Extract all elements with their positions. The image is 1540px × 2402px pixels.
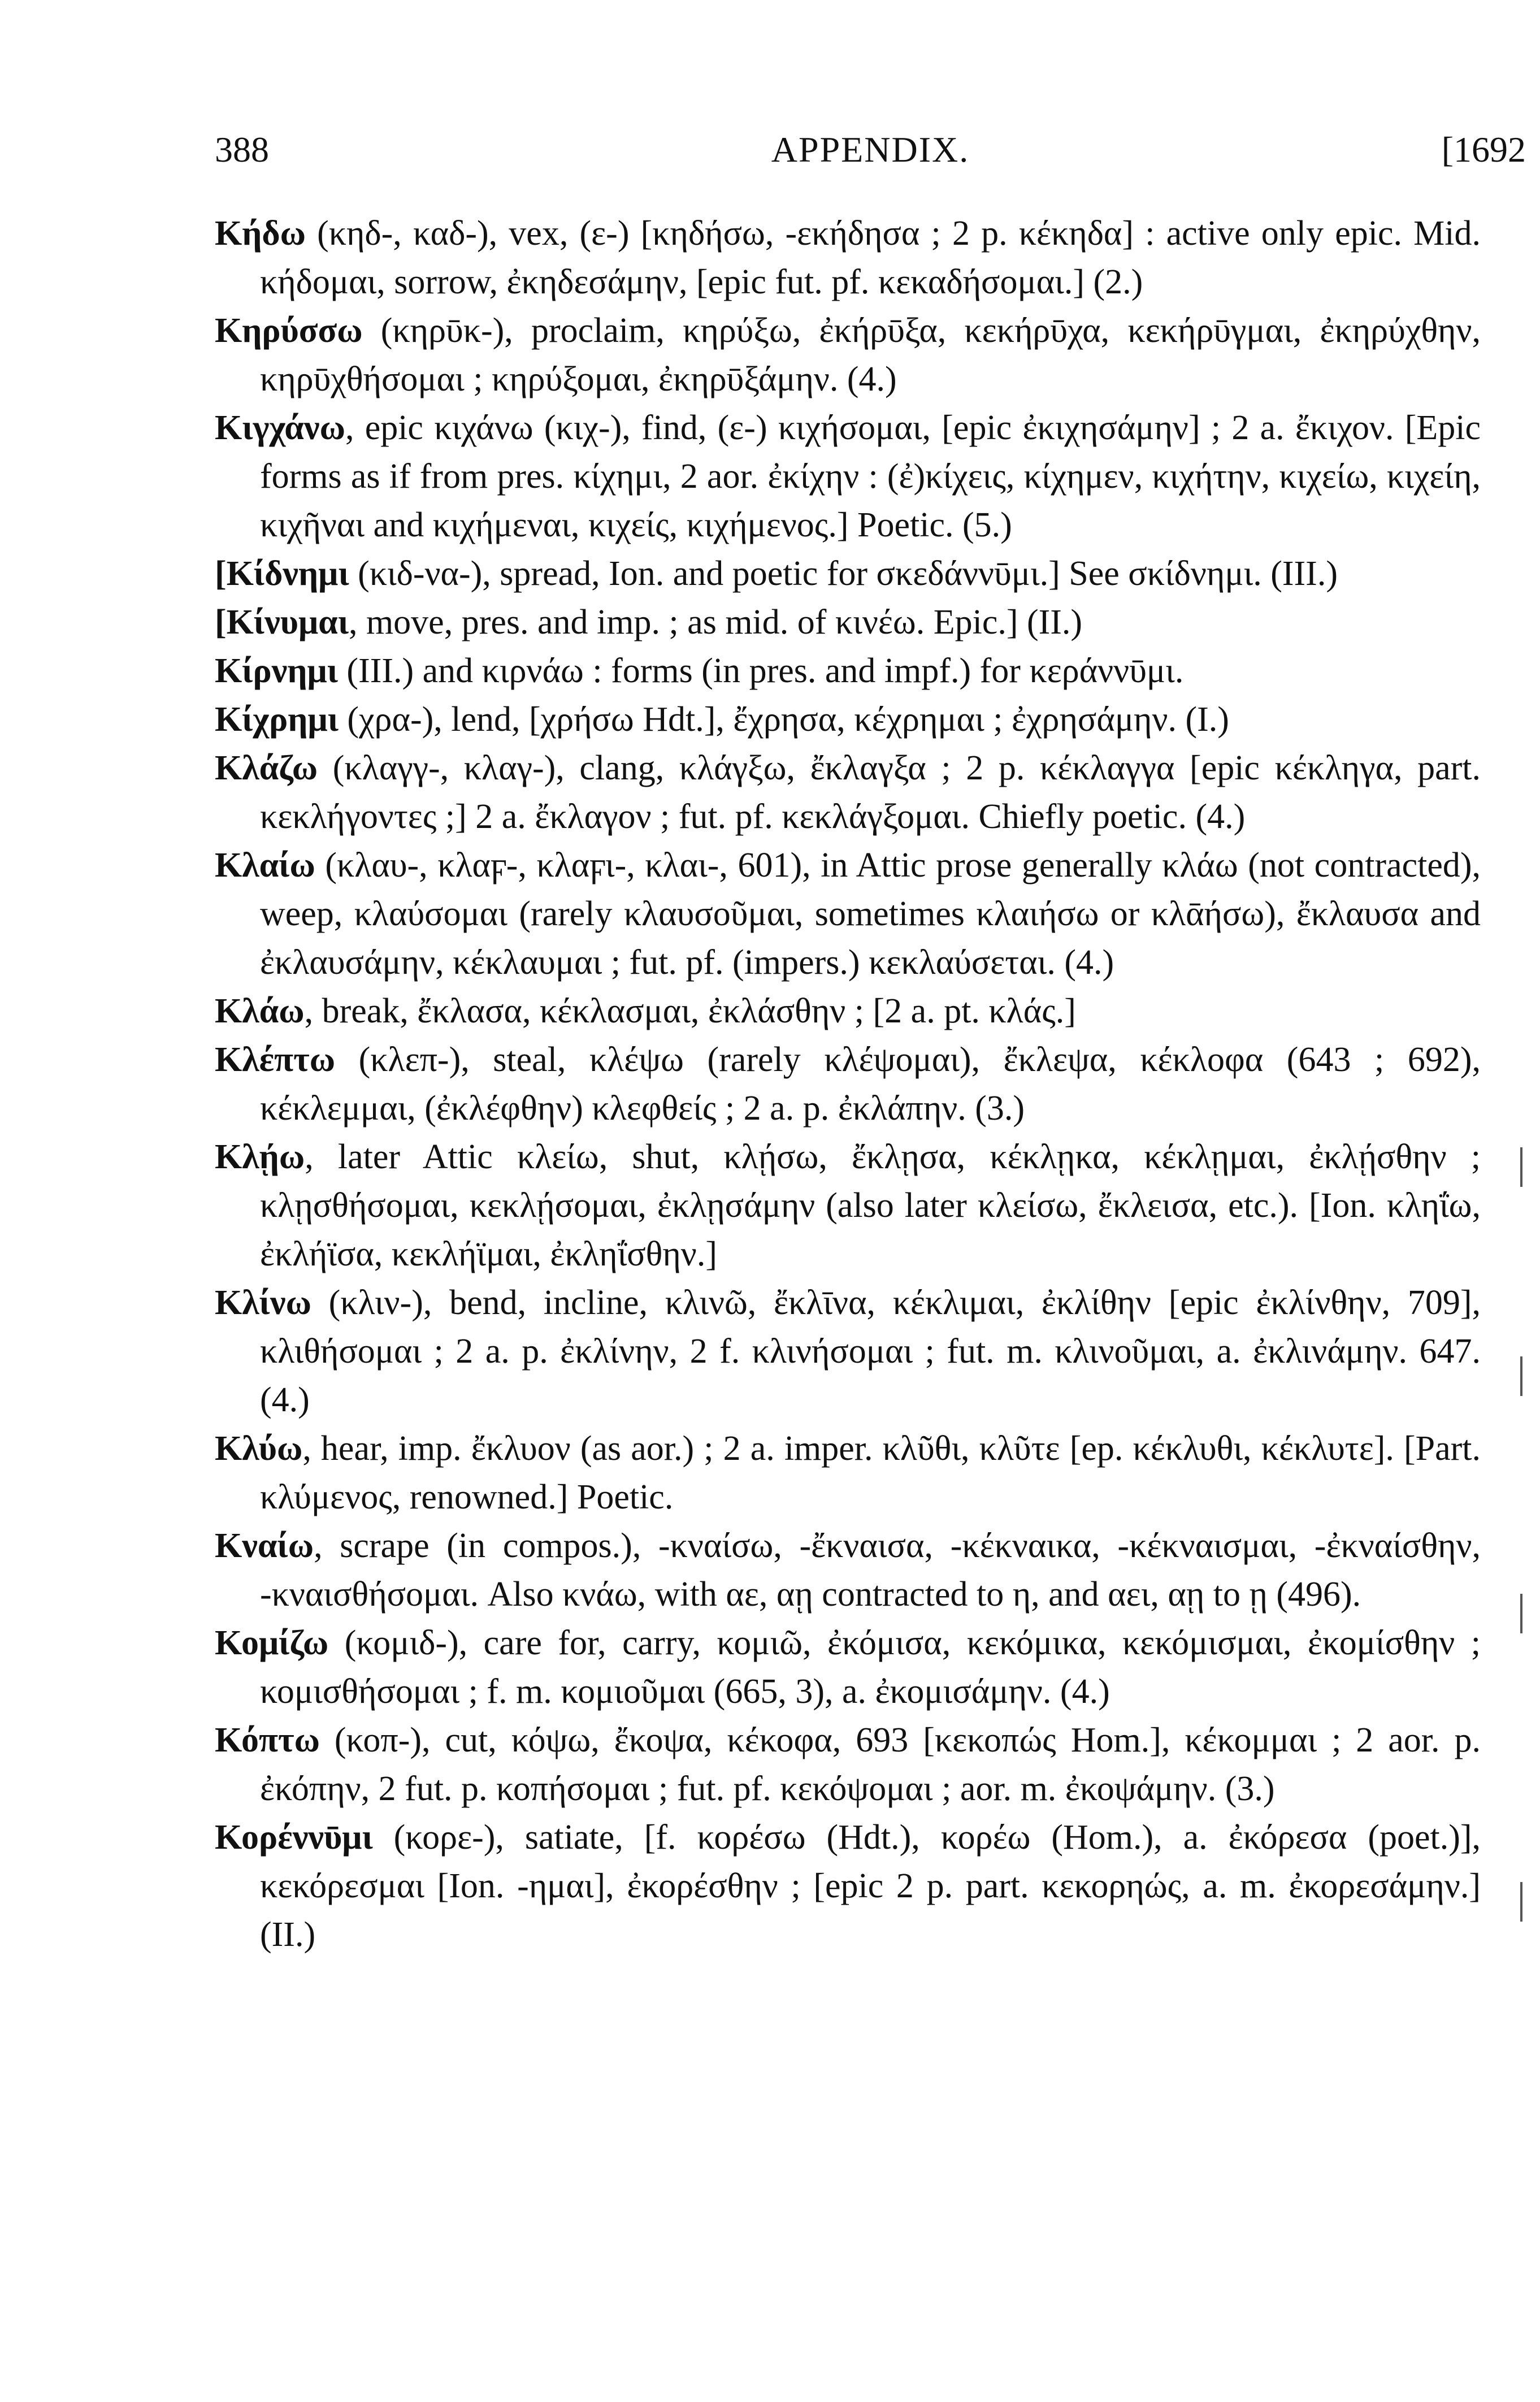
entry-text: , hear, imp. ἔκλυον (as aor.) ; 2 a. imper. κλῦθι, κλῦτε [ep. κέκλυθι, κέκλυτε]. [Part. κλύμενος, renowned.] Poetic. [260,1429,1481,1516]
entry-text: , break, ἔκλασα, κέκλασμαι, ἐκλάσθην ; [2 a. pt. κλάς.] [304,992,1076,1030]
entry-text: , epic κιχάνω (κιχ-), find, (ε-) κιχήσομαι, [epic ἐκιχησάμην] ; 2 a. ἔκιχον. [Epic forms as if from pres. κίχημι, 2 aor. ἐκίχην : (ἐ)κίχεις, κίχημεν, κιχήτην, κιχείω, κιχείη, κιχῆναι and κιχήμεναι, κιχείς, κιχήμενος.] Poetic. (5.) [260,409,1481,544]
entry-text: , move, pres. and imp. ; as mid. of κινέω. Epic.] (II.) [348,603,1083,641]
entry-headword: Κόπτω [215,1721,320,1759]
verb-entry [215,1813,1481,1959]
entry-text: (κλαυ-, κλαϝ-, κλαϝι-, κλαι-, 601), in Attic prose generally κλάω (not contracted), weep, κλαύσομαι (rarely κλαυσοῦμαι, sometimes κλαιήσω or κλᾱήσω), ἔκλαυσα and ἐκλαυσάμην, κέκλαυμαι ; fut. pf. (impers.) κεκλαύσεται. (4.) [260,846,1481,982]
verb-entry [215,549,1481,598]
entry-headword: Κίχρημι [215,700,339,739]
entry-text: (κλιν-), bend, incline, κλινῶ, ἔκλῑνα, κέκλιμαι, ἐκλίθην [epic ἐκλίνθην, 709], κλιθήσομαι ; 2 a. p. ἐκλίνην, 2 f. κλινήσομαι ; fut. m. κλινοῦμαι, a. ἐκλινάμην. 647. (4.) [260,1284,1481,1419]
entry-text: , scrape (in compos.), -κναίσω, -ἔκναισα, -κέκναικα, -κέκναισμαι, -ἐκναίσθην, -κναισθήσομαι. Also κνάω, with αε, αῃ contracted to η, and αει, αῃ to ῃ (496). [260,1527,1481,1614]
entry-headword: Κλάω [215,992,305,1030]
margin-line [1520,1594,1522,1633]
verb-entry [215,695,1481,744]
entry-headword: Κιγχάνω [215,409,345,447]
entry-headword: Κναίω [215,1527,314,1565]
entry-headword: Κλαίω [215,846,315,885]
entry-headword: Κίρνημι [215,652,338,690]
verb-list [215,209,1481,1959]
entry-text: (κοπ-), cut, κόψω, ἔκοψα, κέκοφα, 693 [κεκοπώς Hom.], κέκομμαι ; 2 aor. p. ἐκόπην, 2 fut. p. κοπήσομαι ; fut. pf. κεκόψομαι ; aor. m. ἐκοψάμην. (3.) [260,1721,1481,1808]
verb-entry [215,1133,1481,1278]
verb-entry [215,647,1481,695]
entry-text: (κορε-), satiate, [f. κορέσω (Hdt.), κορέω (Hom.), a. ἐκόρεσα (poet.)], κεκόρεσμαι [Ion. -ημαι], ἐκορέσθην ; [epic 2 p. part. κεκορηώς, a. m. ἐκορεσάμην.] (II.) [260,1818,1481,1954]
verb-entry [215,1424,1481,1521]
entry-text: , later Attic κλείω, shut, κλῄσω, ἔκλῃσα, κέκλῃκα, κέκλῃμαι, ἐκλῄσθην ; κλῃσθήσομαι, κεκλῄσομαι, ἐκλῃσάμην (also later κλείσω, ἔκλεισα, etc.). [Ion. κληΐω, ἐκλήϊσα, κεκλήϊμαι, ἐκληΐσθην.] [260,1138,1481,1273]
entry-headword: Κλῄω [215,1138,305,1176]
entry-headword: Κλύω [215,1429,303,1468]
margin-line [1520,1147,1522,1187]
entry-headword: Κλέπτω [215,1040,336,1079]
verb-entry [215,209,1481,306]
entry-text: (κλεπ-), steal, κλέψω (rarely κλέψομαι), ἔκλεψα, κέκλοφα (643 ; 692), κέκλεμμαι, (ἐκλέφθην) κλεφθείς ; 2 a. p. ἐκλάπην. (3.) [260,1040,1481,1128]
verb-entry [215,744,1481,841]
entry-headword: Κλίνω [215,1284,311,1322]
entry-text: (κιδ-να-), spread, Ion. and poetic for σκεδάννῡμι.] See σκίδνημι. (III.) [349,554,1338,593]
verb-entry [215,306,1481,404]
entry-headword: Κλάζω [215,749,318,787]
entry-text: (κηρῡκ-), proclaim, κηρύξω, ἐκήρῡξα, κεκήρῡχα, κεκήρῡγμαι, ἐκηρύχθην, κηρῡχθήσομαι ; κηρύξομαι, ἐκηρῡξάμην. (4.) [260,311,1481,398]
margin-line [1520,1356,1522,1396]
page-title: APPENDIX. [771,129,970,170]
entry-headword: [Κίδνημι [215,554,349,593]
entry-text: (κλαγγ-, κλαγ-), clang, κλάγξω, ἔκλαγξα ; 2 p. κέκλαγγα [epic κέκληγα, part. κεκλήγοντες ;] 2 a. ἔκλαγον ; fut. pf. κεκλάγξομαι. Chiefly poetic. (4.) [260,749,1481,836]
entry-text: (κομιδ-), care for, carry, κομιῶ, ἐκόμισα, κεκόμικα, κεκόμισμαι, ἐκομίσθην ; κομισθήσομαι ; f. m. κομιοῦμαι (665, 3), a. ἐκομισάμην. (4.) [260,1624,1481,1711]
entry-text: (III.) and κιρνάω : forms (in pres. and impf.) for κεράννῡμι. [337,652,1184,690]
running-header [215,127,1526,172]
entry-text: (χρα-), lend, [χρήσω Hdt.], ἔχρησα, κέχρημαι ; ἐχρησάμην. (I.) [338,700,1229,739]
page-number: 388 [215,129,269,170]
verb-entry [215,841,1481,987]
entry-headword: Κήδω [215,214,306,253]
verb-entry [215,1619,1481,1716]
verb-entry [215,1035,1481,1133]
entry-headword: [Κίνυμαι [215,603,349,641]
verb-entry [215,987,1481,1035]
entry-headword: Κορέννῡμι [215,1818,373,1857]
verb-entry [215,1278,1481,1424]
entry-headword: Κηρύσσω [215,311,363,350]
entry-headword: Κομίζω [215,1624,329,1662]
verb-entry [215,598,1481,647]
verb-entry [215,1521,1481,1619]
margin-line [1520,1882,1522,1922]
verb-entry [215,1716,1481,1813]
entry-text: (κηδ-, καδ-), vex, (ε-) [κηδήσω, -εκήδησα ; 2 p. κέκηδα] : active only epic. Mid. κήδομαι, sorrow, ἐκηδεσάμην, [epic fut. pf. κεκαδήσομαι.] (2.) [260,214,1481,301]
section-reference: [1692 [1441,129,1526,170]
verb-entry [215,404,1481,549]
